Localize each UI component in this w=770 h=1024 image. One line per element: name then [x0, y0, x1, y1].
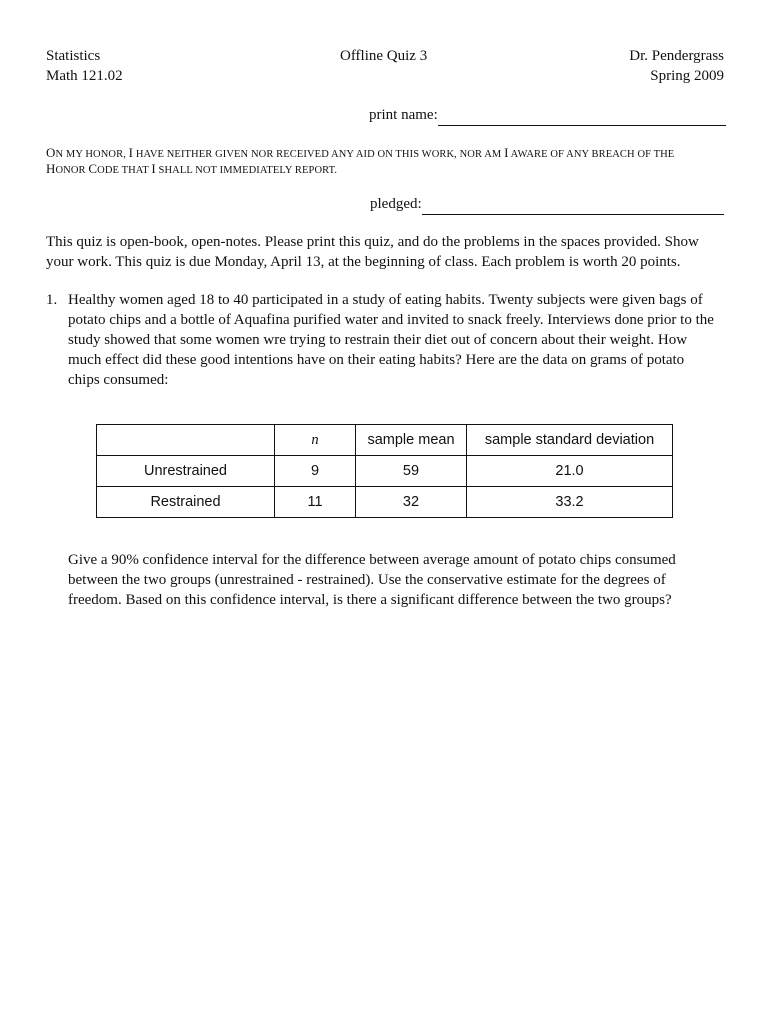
pledged-row [370, 194, 724, 215]
honor-text-segment: H [46, 161, 56, 176]
table-cell: Unrestrained [97, 456, 275, 487]
term: Spring 2009 [650, 68, 724, 84]
honor-text-segment: N MY HONOR, [55, 149, 129, 160]
problem-text-line: chips consumed: [68, 372, 169, 388]
table-row [97, 456, 673, 487]
table-cell: 11 [275, 487, 356, 518]
problem-number: 1. [46, 292, 58, 308]
table-cell: 32 [356, 487, 467, 518]
table-cell: 33.2 [467, 487, 673, 518]
honor-text-segment: I [128, 145, 134, 160]
course-section: Math 121.02 [46, 68, 123, 84]
table-header-cell [97, 425, 275, 456]
answer-space[interactable] [46, 620, 726, 1000]
data-table [96, 424, 673, 518]
table-row [97, 487, 673, 518]
table-cell: 21.0 [467, 456, 673, 487]
print-name-row [369, 105, 726, 126]
quiz-title: Offline Quiz 3 [340, 48, 428, 64]
pledged-blank[interactable] [422, 194, 724, 215]
problem-text-line: much effect did these good intentions have on their eating habits? Here are the data on grams of potato [68, 352, 685, 368]
problem-text-line: study showed that some women wre trying to restrain their diet out of concern about their weight. How [68, 332, 688, 348]
print-name-blank[interactable] [438, 105, 726, 126]
table-header-row [97, 425, 673, 456]
table-cell: Restrained [97, 487, 275, 518]
honor-text-segment: HAVE NEITHER GIVEN NOR RECEIVED ANY AID ON THIS WORK, NOR AM [133, 149, 505, 160]
problem-text-line: potato chips and a bottle of Aquafina purified water and invited to snack freely. Interviews done prior to the [68, 312, 714, 328]
table-header-cell: sample mean [356, 425, 467, 456]
question-text-line: freedom. Based on this confidence interval, is there a significant difference between the two groups? [68, 592, 672, 608]
honor-text-segment: ODE THAT [97, 165, 152, 176]
course-name: Statistics [46, 48, 101, 64]
table-cell: 59 [356, 456, 467, 487]
table-header-cell: n [275, 425, 356, 456]
honor-text-segment: I [504, 145, 509, 160]
honor-text-segment: AWARE OF ANY BREACH OF THE [508, 149, 675, 160]
print-name-label: print name: [369, 107, 438, 123]
honor-text-segment: SHALL NOT IMMEDIATELY REPORT. [155, 165, 338, 176]
honor-text-segment: ONOR [55, 165, 89, 176]
honor-statement-line-2 [46, 161, 337, 179]
honor-text-segment: I [151, 161, 156, 176]
table-cell: 9 [275, 456, 356, 487]
pledged-label: pledged: [370, 196, 422, 212]
instructions-line-2: your work. This quiz is due Monday, April 13, at the beginning of class. Each problem is worth 20 points. [46, 254, 681, 270]
table-header-cell: sample standard deviation [467, 425, 673, 456]
honor-text-segment: C [88, 161, 98, 176]
instructor-name: Dr. Pendergrass [629, 48, 724, 64]
question-text-line: Give a 90% confidence interval for the difference between average amount of potato chips consumed [68, 552, 676, 568]
honor-text-segment: O [46, 145, 56, 160]
question-text-line: between the two groups (unrestrained - restrained). Use the conservative estimate for the degrees of [68, 572, 666, 588]
problem-text-line: Healthy women aged 18 to 40 participated in a study of eating habits. Twenty subjects were given bags of [68, 292, 703, 308]
instructions-line-1: This quiz is open-book, open-notes. Please print this quiz, and do the problems in the spaces provided. Show [46, 234, 699, 250]
